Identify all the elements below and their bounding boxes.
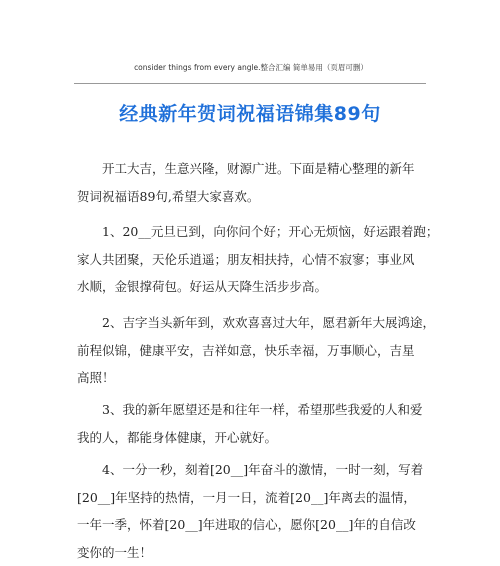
paragraph-line: 3、我的新年愿望还是和往年一样，希望那些我爱的人和爱 [102,402,423,417]
greeting-paragraph-1 [77,218,439,301]
header-divider [74,83,426,84]
paragraph-line: 前程似锦，健康平安，吉祥如意，快乐幸福，万事顺心，吉星 [77,342,415,358]
intro-paragraph [77,155,429,210]
paragraph-line: 变你的一生！ [77,544,153,560]
paragraph-line: 一年一季，怀着[20__]年进取的信心，愿你[20__]年的自信改 [77,517,416,532]
paragraph-line: 贺词祝福语89句,希望大家喜欢。 [77,188,260,204]
paragraph-line: 高照！ [77,370,115,385]
paragraph-line: 1、20__元旦已到，向你问个好；开心无烦恼，好运跟着跑； [102,224,439,239]
page-header-text: consider things from every angle.整合汇编 简单易用（页眉可删） [134,63,368,72]
document-title: 经典新年贺词祝福语锦集89句 [119,103,381,125]
paragraph-line: 水顺，金银撑荷包。好运从天降生活步步高。 [77,279,328,294]
paragraph-line: 家人共团聚，天伦乐逍遥；朋友相扶持，心情不寂寥；事业风 [77,251,415,267]
paragraph-line: 开工大吉，生意兴隆，财源广进。下面是精心整理的新年 [102,161,415,176]
greeting-paragraph-3 [77,396,429,451]
greeting-paragraph-2 [77,309,435,392]
greeting-paragraph-4 [77,456,429,566]
paragraph-line: 我的人，都能身体健康，开心就好。 [77,429,278,445]
paragraph-line: 4、一分一秒，刻着[20__]年奋斗的激情，一时一刻，写着 [102,462,424,477]
paragraph-line: [20__]年坚持的热情，一月一日，流着[20__]年离去的温情， [77,489,416,505]
paragraph-line: 2、吉字当头新年到，欢欢喜喜过大年，愿君新年大展鸿途， [102,315,435,330]
